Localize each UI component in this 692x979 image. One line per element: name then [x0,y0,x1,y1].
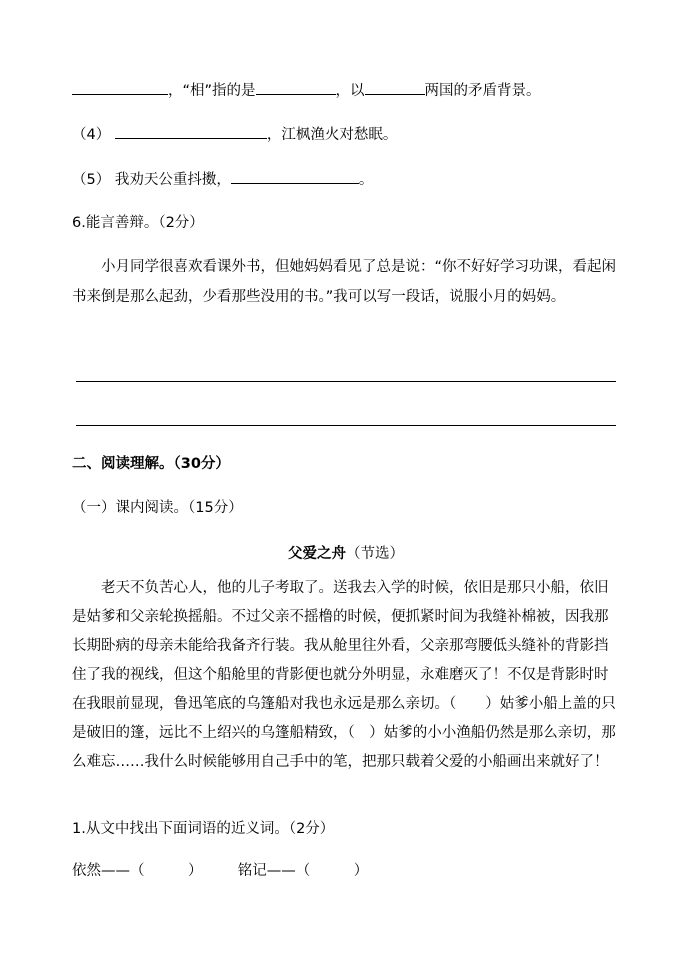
q5-text-3: 两国的矛盾背景。 [424,83,541,99]
answer-blank[interactable] [72,80,168,95]
q5-text-2: ，以 [335,83,365,99]
passage-title-main: 父爱之舟 [288,546,346,562]
answer-blank[interactable] [256,80,336,95]
q6-paragraph: 小月同学很喜欢看课外书，但她妈妈看见了总是说：“你不好好学习功课，看起闲书来倒是那么起劲，少看那些没用的书。”我可以写一段话，说服小月的妈妈。 [72,259,617,305]
q5-text-1: ，“相”指的是 [168,83,256,99]
answer-line[interactable] [76,381,616,382]
q1-item-1[interactable]: 依然——（ ） [72,863,203,879]
q5-line-1 [72,80,541,101]
item-text: ，江枫渔火对愁眠。 [266,127,398,143]
q1-items [72,861,368,881]
item-text-head: 我劝天公重抖擞， [114,172,231,188]
section-title: 二、阅读理解。（30分） [72,456,230,472]
passage-title [0,542,692,563]
q1-item-2[interactable]: 铭记——（ ） [237,863,369,879]
passage-body: 老天不负苦心人，他的儿子考取了。送我去入学的时候，依旧是那只小船，依旧是姑爹和父亲轮换摇船。不过父亲不摇橹的时候，便抓紧时间为我缝补棉被，因我那长期卧病的母亲未能给我备齐行装。我从舱里往外看，父亲那弯腰低头缝补的背影挡住了我的视线，但这个船舱里的背影便也就分外明显，永难磨灭了！不仅是背影时时在我眼前显现，鲁迅笔底的乌篷船对我也永远是那么亲切。（ ）姑爹小船上盖的只是破旧的篷，远比不上绍兴的乌篷船精致，（ ）姑爹的小小渔船仍然是那么亲切，那么难忘……我什么时候能够用自己手中的笔，把那只载着父爱的小船画出来就好了！ [72,580,616,770]
answer-line[interactable] [76,425,616,426]
answer-blank[interactable] [115,124,267,139]
item-number: （4） [72,127,111,143]
answer-blank[interactable] [231,169,359,184]
item-number: （5） [72,172,111,188]
q1-title: 1.从文中找出下面词语的近义词。（2分） [72,821,335,837]
subsection-title: （一）课内阅读。（15分） [72,500,243,516]
passage-title-note: （节选） [346,546,404,562]
q5-item-4 [72,124,397,145]
q6-title: 6.能言善辩。（2分） [72,215,204,231]
answer-blank[interactable] [365,80,425,95]
q5-item-5 [72,169,373,190]
item-text-tail: 。 [358,172,374,188]
